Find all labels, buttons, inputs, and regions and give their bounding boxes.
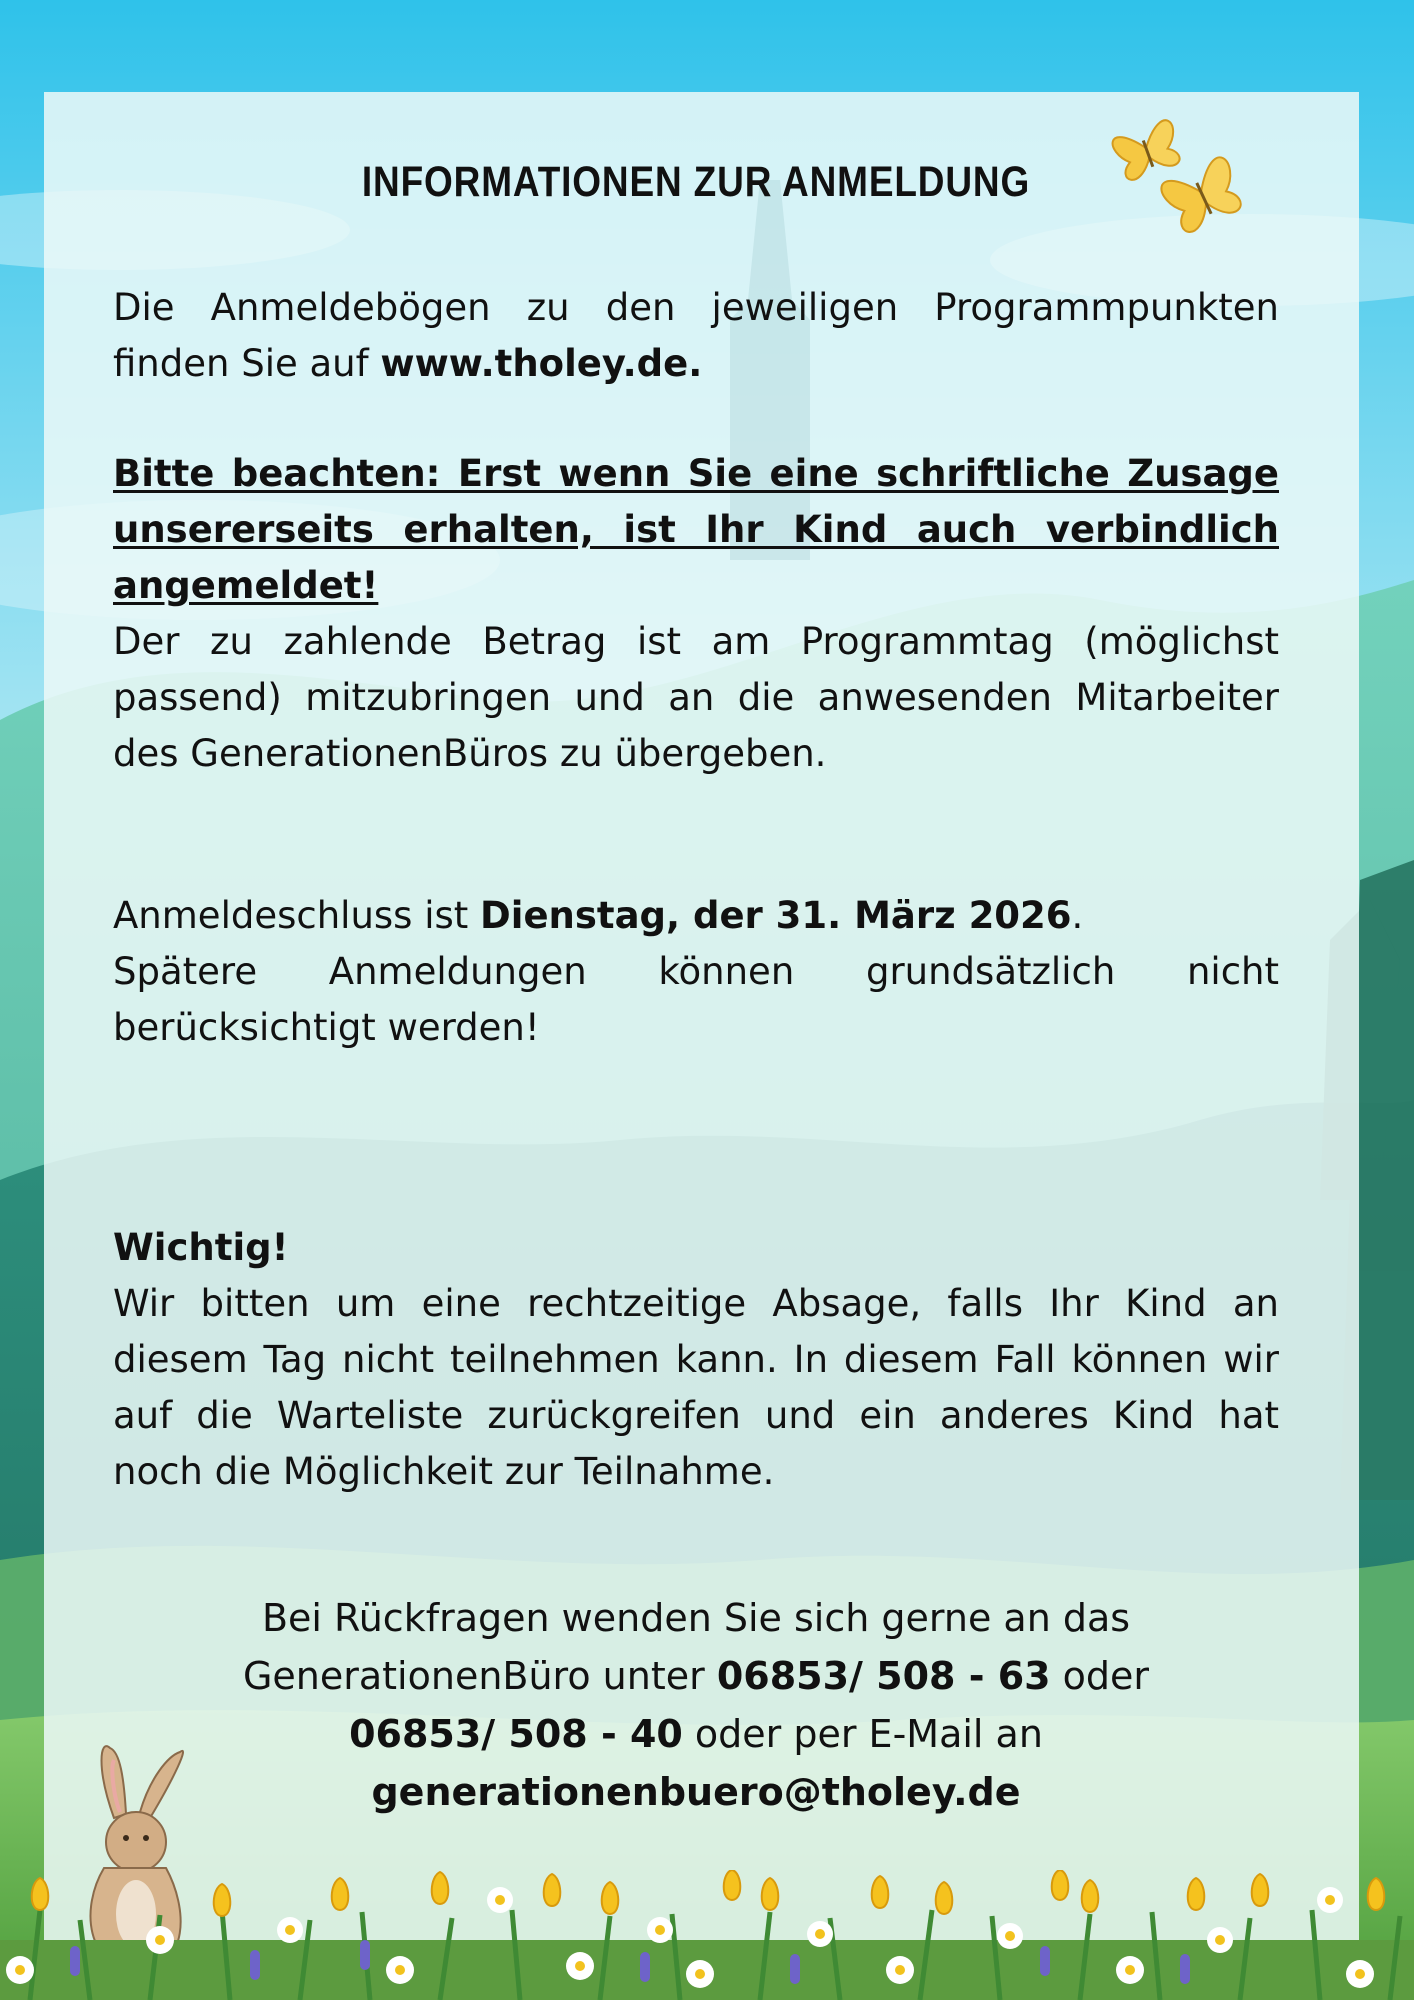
deadline-suffix: . xyxy=(1071,894,1084,937)
notice-emphasis: Bitte beachten: Erst wenn Sie eine schriftliche Zusage unsererseits erhalten, ist Ihr Kind auch verbindlich angemeldet! xyxy=(113,452,1279,607)
contact-line-3-suffix: oder per E-Mail an xyxy=(682,1712,1043,1756)
phone-number-2[interactable]: 06853/ 508 - 40 xyxy=(349,1712,683,1756)
phone-number-1[interactable]: 06853/ 508 - 63 xyxy=(716,1654,1051,1698)
notice-paragraph xyxy=(113,446,1279,782)
intro-paragraph xyxy=(113,280,1279,392)
important-paragraph xyxy=(113,1276,1279,1500)
contact-block xyxy=(113,1589,1279,1821)
page-title: INFORMATIONEN ZUR ANMELDUNG xyxy=(361,158,1031,206)
deadline-date: Dienstag, der 31. März 2026 xyxy=(480,894,1072,937)
contact-line-3 xyxy=(113,1705,1279,1763)
notice-text: Der zu zahlende Betrag ist am Programmtag (möglichst passend) mitzubringen und an die anwesenden Mitarbeiter des GenerationenBüros zu übergeben. xyxy=(113,620,1279,775)
intro-text: Die Anmeldebögen zu den jeweiligen Programmpunkten finden Sie auf xyxy=(113,286,1279,385)
late-registration-text: Spätere Anmeldungen können grundsätzlich nicht berücksichtigt werden! xyxy=(113,950,1279,1049)
contact-line-4 xyxy=(113,1763,1279,1821)
important-text: Wir bitten um eine rechtzeitige Absage, falls Ihr Kind an diesem Tag nicht teilnehmen kann. In diesem Fall können wir auf die Warteliste zurückgreifen und ein anderes Kind hat noch die Möglichkeit zur Teilnahme. xyxy=(113,1282,1279,1493)
contact-line-2-suffix: oder xyxy=(1050,1654,1150,1698)
late-registration-paragraph xyxy=(113,944,1279,1056)
important-heading-paragraph xyxy=(113,1220,1279,1276)
website-link[interactable]: www.tholey.de. xyxy=(380,342,703,385)
contact-line-1: Bei Rückfragen wenden Sie sich gerne an das xyxy=(261,1596,1131,1640)
important-heading: Wichtig! xyxy=(113,1226,289,1269)
deadline-paragraph xyxy=(113,888,1279,944)
deadline-prefix: Anmeldeschluss ist xyxy=(113,894,481,937)
email-link[interactable]: generationenbuero@tholey.de xyxy=(371,1770,1021,1814)
contact-line-2-text: GenerationenBüro unter xyxy=(242,1654,717,1698)
contact-line-2 xyxy=(113,1647,1279,1705)
spring-flowers-border xyxy=(0,1870,1414,2000)
